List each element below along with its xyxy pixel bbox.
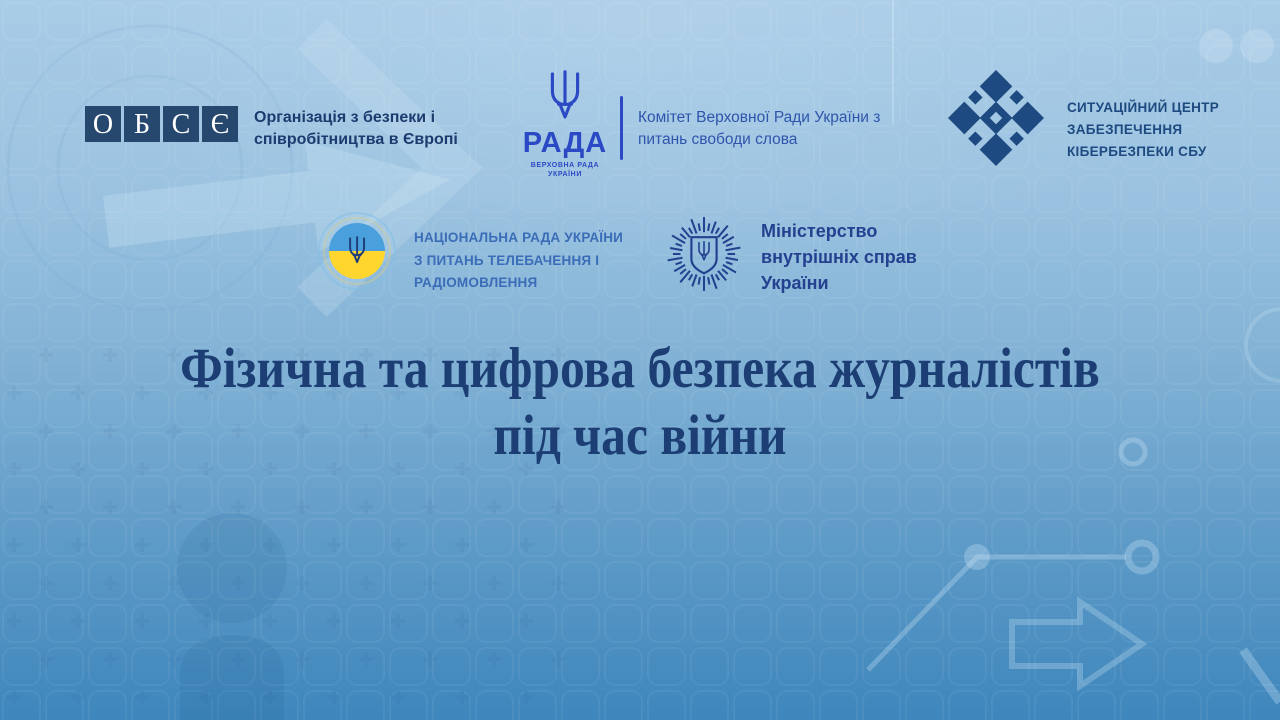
natsrada-name-line2: З ПИТАНЬ ТЕЛЕБАЧЕННЯ І [414,252,600,268]
osce-logo [85,106,458,150]
rada-subtitle [520,162,610,180]
sbu-center-name [1067,97,1219,166]
natsrada-name-line1: НАЦІОНАЛЬНА РАДА УКРАЇНИ [414,230,624,245]
mvs-name [761,219,917,297]
osce-letter-tile [85,106,121,142]
rada-trident-icon [544,68,586,126]
event-title-line2: під час війни [493,403,787,467]
osce-letter-tile [124,106,160,142]
sbu-diamond-emblem-icon [948,70,1044,166]
committee-name [638,107,880,180]
rada-subtitle-line2: УКРАЇНИ [548,170,582,178]
divider-line [620,96,623,160]
mvs-logo [662,212,917,297]
committee-name-line2: питань свободи слова [638,131,798,148]
sbu-name-line1: СИТУАЦІЙНИЙ ЦЕНТР [1067,100,1220,115]
natsrada-emblem-icon [316,210,398,292]
rada-wordmark: РАДА [522,127,608,159]
sbu-name-line2: ЗАБЕЗПЕЧЕННЯ [1067,121,1183,137]
mvs-name-line1: Міністерство [761,221,878,241]
osce-letter-tiles [85,106,238,142]
sbu-name-line3: КІБЕРБЕЗПЕКИ СБУ [1067,143,1207,159]
rada-emblem [520,68,610,180]
osce-name [254,107,458,150]
sbu-cyber-center-logo [948,70,1219,166]
osce-letter-tile [202,106,238,142]
mvs-name-line3: України [761,272,829,293]
committee-name-line1: Комітет Верховної Ради України з [638,109,881,126]
rada-subtitle-line1: ВЕРХОВНА РАДА [530,162,600,169]
mvs-star-emblem-icon [662,212,746,296]
osce-letter: Є [210,108,230,140]
osce-letter-tile [163,106,199,142]
rada-committee-logo [520,68,880,180]
event-title-line1: Фізична та цифрова безпека журналістів [180,337,1100,400]
natsrada-logo [316,210,623,295]
osce-letter: О [92,108,114,140]
osce-name-line1: Організація з безпеки і [254,109,436,126]
event-title [83,336,1197,469]
osce-name-line2: співробітництва в Європі [254,130,458,148]
osce-letter: С [171,108,191,140]
mvs-name-line2: внутрішніх справ [761,246,917,267]
natsrada-name-line3: РАДІОМОВЛЕННЯ [414,275,538,291]
natsrada-name [414,227,623,295]
osce-letter: Б [133,108,151,140]
